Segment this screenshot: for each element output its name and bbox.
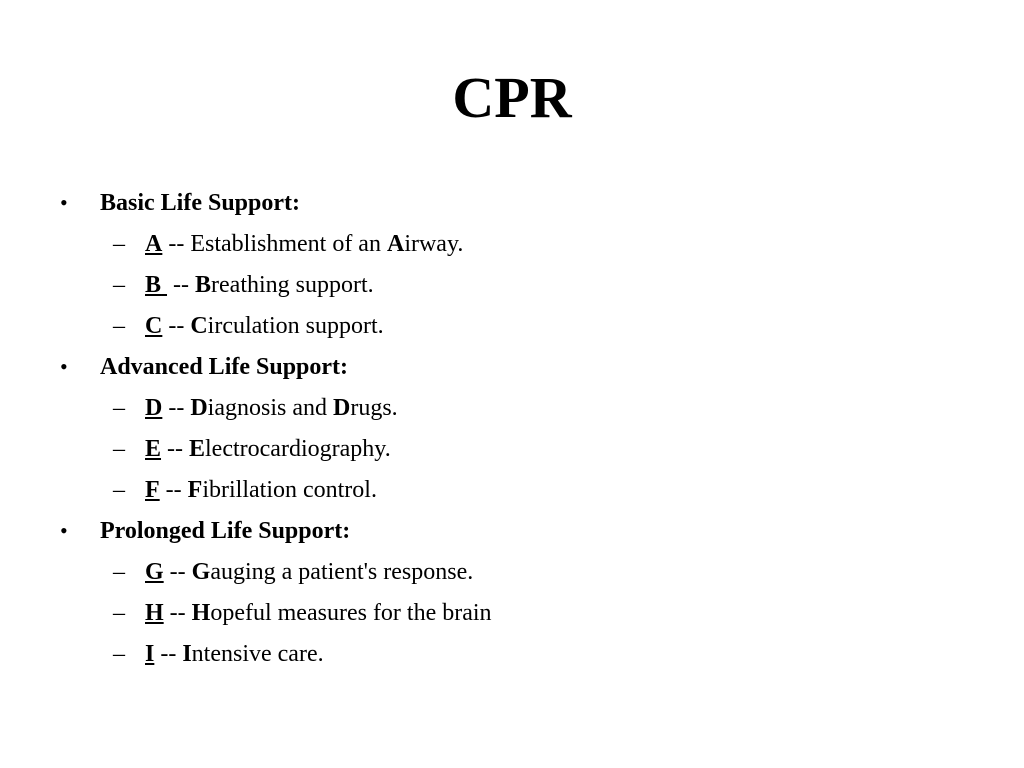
list-item-text	[145, 266, 374, 304]
item-separator: --	[162, 313, 191, 339]
item-rest: irculation support.	[207, 313, 384, 339]
list-item-text	[145, 471, 377, 509]
item-initial-2: D	[333, 395, 351, 421]
item-separator: --	[154, 641, 183, 667]
slide-title: CPR	[452, 65, 572, 130]
item-separator: --	[162, 395, 191, 421]
item-rest: iagnosis and	[207, 395, 333, 421]
list-item-text	[145, 430, 391, 468]
list-item	[0, 553, 1024, 594]
dash-icon: –	[113, 600, 125, 626]
item-separator: --	[159, 477, 188, 503]
item-rest: lectrocardiography.	[205, 436, 391, 462]
dash-icon: –	[113, 395, 125, 421]
dash-icon: –	[113, 641, 125, 667]
list-item	[0, 307, 1024, 348]
item-rest: irway.	[404, 231, 464, 257]
item-letter: C	[145, 313, 163, 339]
list-item	[0, 635, 1024, 676]
list-item	[0, 389, 1024, 430]
item-pre: Establishment of an	[190, 231, 387, 257]
item-rest: reathing support.	[211, 272, 374, 298]
item-rest: ibrillation control.	[202, 477, 377, 503]
list-item	[0, 225, 1024, 266]
dash-icon: –	[113, 272, 125, 298]
list-item-text	[145, 225, 463, 263]
item-separator: --	[167, 272, 195, 298]
item-initial: H	[191, 600, 211, 626]
list-item-text	[145, 594, 492, 632]
item-initial: I	[182, 641, 192, 667]
item-rest: auging a patient's response.	[210, 559, 474, 585]
item-letter: F	[145, 477, 160, 503]
section-heading: Prolonged Life Support:	[100, 518, 351, 544]
list-item-text	[145, 635, 324, 673]
bullet-list	[0, 184, 1024, 676]
item-rest: ntensive care.	[191, 641, 324, 667]
dash-icon: –	[113, 559, 125, 585]
item-letter: E	[145, 436, 162, 462]
item-letter: H	[145, 600, 164, 626]
dash-icon: –	[113, 436, 125, 462]
section-heading: Advanced Life Support:	[100, 354, 349, 380]
item-rest: opeful measures for the brain	[210, 600, 492, 626]
item-letter: G	[145, 559, 164, 585]
list-item	[0, 594, 1024, 635]
item-initial: F	[187, 477, 203, 503]
list-item-text	[145, 389, 398, 427]
bullet-icon: •	[60, 190, 68, 215]
item-rest-2: rugs.	[350, 395, 398, 421]
list-item	[0, 430, 1024, 471]
item-separator: --	[163, 559, 192, 585]
section-heading: Basic Life Support:	[100, 190, 301, 216]
list-item	[0, 471, 1024, 512]
item-letter: A	[145, 231, 163, 257]
dash-icon: –	[113, 231, 125, 257]
bullet-icon: •	[60, 354, 68, 379]
item-letter: D	[145, 395, 163, 421]
list-item-text	[145, 307, 384, 345]
dash-icon: –	[113, 477, 125, 503]
item-initial: A	[386, 231, 405, 257]
section-heading-row	[0, 184, 1024, 225]
item-initial: G	[191, 559, 211, 585]
section-heading-row	[0, 348, 1024, 389]
dash-icon: –	[113, 313, 125, 339]
item-initial: B	[195, 272, 212, 298]
list-item-text	[145, 553, 473, 591]
item-separator: --	[161, 436, 189, 462]
bullet-icon: •	[60, 518, 68, 543]
list-item	[0, 266, 1024, 307]
item-initial: C	[190, 313, 208, 339]
item-letter: B	[145, 272, 162, 298]
item-separator: --	[163, 600, 192, 626]
item-initial: D	[190, 395, 208, 421]
item-separator: --	[162, 231, 191, 257]
section-heading-row	[0, 512, 1024, 553]
item-letter: I	[145, 641, 155, 667]
item-initial: E	[189, 436, 206, 462]
